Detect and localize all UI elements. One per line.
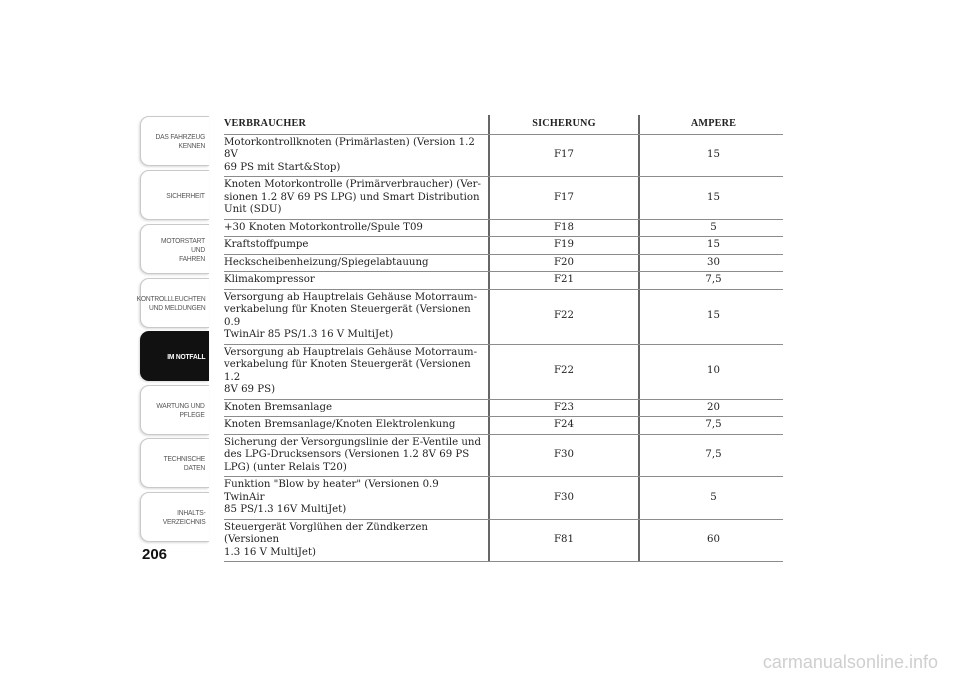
fuse-cell: F17 xyxy=(488,135,638,177)
ampere-cell: 7,5 xyxy=(638,417,783,434)
fuse-cell: F21 xyxy=(488,272,638,289)
consumer-cell: Knoten Bremsanlage/Knoten Elektrolenkung xyxy=(224,419,456,430)
table-row xyxy=(224,417,783,435)
ampere-cell: 15 xyxy=(638,290,783,344)
ampere-cell: 10 xyxy=(638,345,783,399)
table-row xyxy=(224,520,783,563)
consumer-cell: Funktion "Blow by heater" (Versionen 0.9 TwinAir 85 PS/1.3 16V MultiJet) xyxy=(224,479,439,515)
fuse-cell: F23 xyxy=(488,400,638,417)
tab-chapter-4[interactable] xyxy=(136,278,209,328)
tab-chapter-6[interactable] xyxy=(140,385,209,435)
consumer-cell: Versorgung ab Hauptrelais Gehäuse Motorraum- verkabelung für Knoten Steuergerät (Versionen 0.9 TwinAir 85 PS/1.3 16 V MultiJet) xyxy=(224,291,478,340)
consumer-cell: Kraftstoffpumpe xyxy=(224,239,309,250)
ampere-cell: 7,5 xyxy=(638,272,783,289)
header-verbraucher: VERBRAUCHER xyxy=(224,118,307,129)
consumer-cell: Knoten Bremsanlage xyxy=(224,401,333,413)
ampere-cell: 15 xyxy=(638,177,783,219)
table-row xyxy=(224,237,783,255)
tab-label: TECHNISCHE DATEN xyxy=(163,454,205,472)
table-row xyxy=(224,135,783,178)
tab-chapter-8[interactable] xyxy=(140,492,209,542)
fuse-table xyxy=(224,115,783,562)
ampere-cell: 7,5 xyxy=(638,435,783,477)
fuse-cell: F22 xyxy=(488,290,638,344)
table-row xyxy=(224,255,783,273)
table-row xyxy=(224,177,783,220)
fuse-cell: F19 xyxy=(488,237,638,254)
table-body xyxy=(224,135,783,563)
table-row xyxy=(224,477,783,520)
tab-chapter-1[interactable] xyxy=(140,116,209,166)
tab-chapter-5[interactable] xyxy=(140,331,209,381)
fuse-cell: F22 xyxy=(488,345,638,399)
table-row xyxy=(224,435,783,478)
table-row xyxy=(224,272,783,290)
tab-label: INHALTS- VERZEICHNIS xyxy=(162,508,205,526)
table-row xyxy=(224,400,783,418)
consumer-cell: +30 Knoten Motorkontrolle/Spule T09 xyxy=(224,221,423,233)
ampere-cell: 5 xyxy=(638,477,783,519)
tab-label: IM NOTFALL xyxy=(166,351,205,361)
ampere-cell: 15 xyxy=(638,135,783,177)
fuse-cell: F30 xyxy=(488,435,638,477)
ampere-cell: 60 xyxy=(638,520,783,562)
table-row xyxy=(224,345,783,400)
ampere-cell: 5 xyxy=(638,220,783,237)
consumer-cell: Knoten Motorkontrolle (Primärverbraucher) (Ver- sionen 1.2 8V 69 PS LPG) und Smart Distribution Unit (SDU) xyxy=(224,179,481,215)
table-header-row xyxy=(224,115,783,135)
consumer-cell: Motorkontrollknoten (Primärlasten) (Version 1.2 8V 69 PS mit Start&Stop) xyxy=(224,136,475,173)
tab-label: WARTUNG UND PFLEGE xyxy=(156,401,205,419)
watermark: carmanualsonline.info xyxy=(762,652,938,672)
consumer-cell: Versorgung ab Hauptrelais Gehäuse Motorraum- verkabelung für Knoten Steuergerät (Versionen 1.2 8V 69 PS) xyxy=(224,346,478,395)
tab-chapter-2[interactable] xyxy=(140,170,209,220)
fuse-cell: F20 xyxy=(488,255,638,272)
page-number: 206 xyxy=(142,546,168,563)
fuse-cell: F18 xyxy=(488,220,638,237)
ampere-cell: 30 xyxy=(638,255,783,272)
table-row xyxy=(224,220,783,238)
consumer-cell: Steuergerät Vorglühen der Zündkerzen (Versionen 1.3 16 V MultiJet) xyxy=(224,521,428,558)
tab-label: SICHERHEIT xyxy=(166,190,205,200)
ampere-cell: 20 xyxy=(638,400,783,417)
fuse-cell: F24 xyxy=(488,417,638,434)
consumer-cell: Heckscheibenheizung/Spiegelabtauung xyxy=(224,256,429,268)
consumer-cell: Klimakompressor xyxy=(224,274,315,285)
header-sicherung: SICHERUNG xyxy=(488,115,638,134)
consumer-cell: Sicherung der Versorgungslinie der E-Ventile und des LPG-Drucksensors (Versionen 1.2 8V 69 PS LPG) (unter Relais T20) xyxy=(224,436,482,473)
fuse-cell: F17 xyxy=(488,177,638,219)
tab-label: KONTROLLLEUCHTEN UND MELDUNGEN xyxy=(136,294,205,312)
header-ampere: AMPERE xyxy=(638,115,783,134)
tab-chapter-3[interactable] xyxy=(140,224,209,274)
ampere-cell: 15 xyxy=(638,237,783,254)
tab-label: MOTORSTART UND FAHREN xyxy=(160,235,205,263)
fuse-cell: F81 xyxy=(488,520,638,562)
table-row xyxy=(224,290,783,345)
tab-label: DAS FAHRZEUG KENNEN xyxy=(155,132,205,150)
tab-chapter-7[interactable] xyxy=(140,438,209,488)
fuse-cell: F30 xyxy=(488,477,638,519)
